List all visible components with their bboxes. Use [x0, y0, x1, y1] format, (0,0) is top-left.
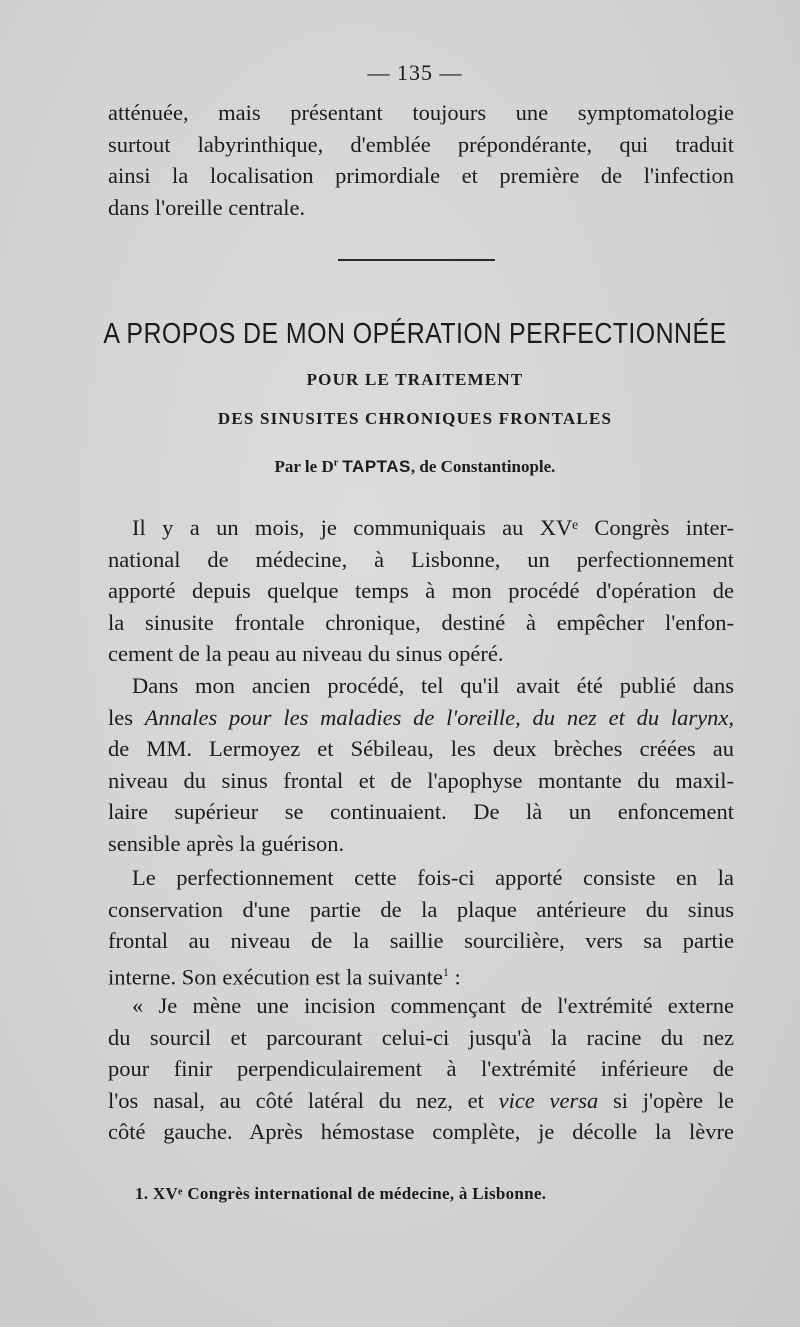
- text-line: national de médecine, à Lisbonne, un perfectionnement: [108, 546, 734, 572]
- paragraph-3: [108, 862, 734, 988]
- text-segment: interne. Son exécution est la suivante: [108, 964, 443, 990]
- byline-superscript: r: [333, 457, 339, 469]
- text-line: atténuée, mais présentant toujours une symptomatologie: [108, 100, 734, 125]
- text-segment: l'os nasal, au côté latéral du nez, et: [108, 1087, 499, 1113]
- text-line: conservation d'une partie de la plaque antérieure du sinus: [108, 896, 734, 922]
- intro-paragraph: [108, 97, 734, 223]
- text-line: Il y a un mois, je communiquais au XVᵉ Congrès inter-: [132, 515, 734, 540]
- text-segment: :: [448, 964, 461, 990]
- paragraph-2: [108, 670, 734, 860]
- text-line: apporté depuis quelque temps à mon procédé d'opération de: [108, 578, 734, 604]
- text-line: Dans mon ancien procédé, tel qu'il avait été publié dans: [132, 673, 734, 698]
- byline-author: TAPTAS: [342, 457, 411, 476]
- text-line: frontal au niveau de la saillie sourcilière, vers sa partie: [108, 928, 734, 954]
- article-subtitle: POUR LE TRAITEMENT: [306, 370, 524, 389]
- byline-prefix: Par le D: [274, 457, 334, 476]
- text-line: niveau du sinus frontal et de l'apophyse montante du maxil-: [108, 767, 734, 793]
- text-line: la sinusite frontale chronique, destiné à empêcher l'enfon-: [108, 609, 734, 635]
- text-line: Le perfectionnement cette fois-ci apporté consiste en la: [132, 865, 734, 890]
- footnote-text: XVᵉ Congrès international de médecine, à Lisbonne.: [152, 1184, 547, 1203]
- article-subtitle: DES SINUSITES CHRONIQUES FRONTALES: [217, 409, 613, 428]
- text-segment: les: [108, 704, 145, 730]
- text-line: cement de la peau au niveau du sinus opéré.: [108, 641, 504, 667]
- text-line: [108, 1085, 734, 1117]
- italic-phrase: vice versa: [498, 1087, 599, 1113]
- paragraph-1: [108, 512, 734, 670]
- text-line: sensible après la guérison.: [108, 830, 345, 856]
- text-line: surtout labyrinthique, d'emblée prépondérante, qui traduit: [108, 131, 734, 157]
- text-segment: si j'opère le: [598, 1087, 734, 1113]
- footnote-reference: 1: [442, 964, 449, 979]
- journal-title: Annales pour les maladies de l'oreille, du nez et du larynx,: [144, 704, 734, 730]
- text-line: laire supérieur se continuaient. De là un enfoncement: [108, 799, 734, 825]
- page-number: — 135 —: [367, 60, 463, 85]
- text-line: pour finir perpendiculairement à l'extrémité inférieure de: [108, 1056, 734, 1082]
- text-line: [108, 957, 734, 989]
- text-line: du sourcil et parcourant celui-ci jusqu'à la racine du nez: [108, 1024, 734, 1050]
- footnote: [135, 1184, 546, 1204]
- text-line: dans l'oreille centrale.: [108, 194, 306, 220]
- text-line: ainsi la localisation primordiale et première de l'infection: [108, 163, 734, 189]
- section-separator: [338, 259, 495, 261]
- article-byline: [0, 457, 800, 477]
- text-line: côté gauche. Après hémostase complète, je décolle la lèvre: [108, 1119, 734, 1145]
- text-line: [108, 702, 734, 734]
- paragraph-4: [108, 990, 734, 1148]
- byline-suffix: , de Constantinople.: [410, 457, 556, 476]
- text-line: de MM. Lermoyez et Sébileau, les deux brèches créées au: [108, 736, 734, 762]
- footnote-number: 1.: [135, 1184, 149, 1203]
- text-line: « Je mène une incision commençant de l'extrémité externe: [132, 993, 734, 1018]
- article-title: A PROPOS DE MON OPÉRATION PERFECTIONNÉE: [103, 318, 727, 350]
